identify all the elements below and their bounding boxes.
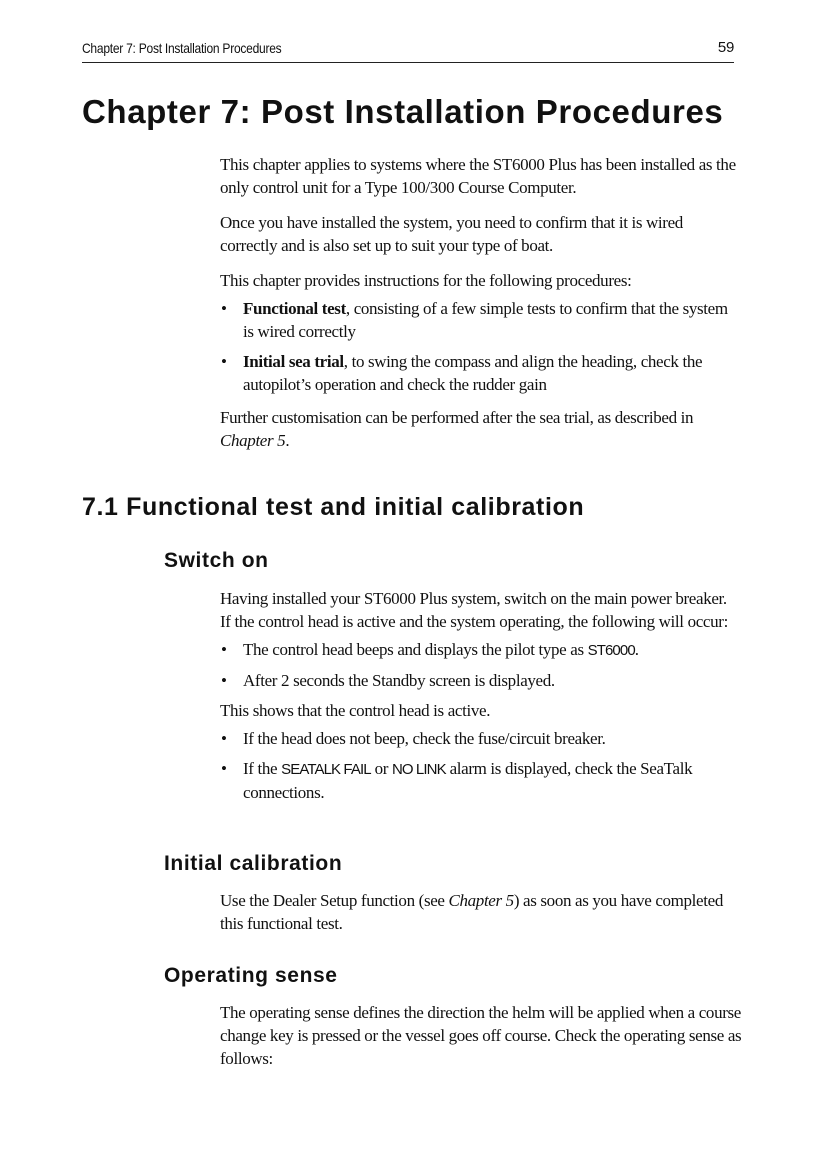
initial-calibration-paragraph <box>220 889 740 935</box>
chapter-5-reference: Chapter 5 <box>220 431 286 450</box>
list-item-text: , to swing the compass and align the heading, check the autopilot’s operation and check the rudder gain <box>243 352 703 394</box>
operating-sense-paragraph: The operating sense defines the direction the helm will be applied when a course change key is pressed or the vessel goes off course. Check the operating sense as follows: <box>220 1003 742 1068</box>
switch-on-paragraph-2: This shows that the control head is active. <box>220 701 491 720</box>
paragraph-end: . <box>285 431 290 450</box>
list-item <box>220 669 740 692</box>
list-item-end: . <box>634 640 639 659</box>
list-item <box>220 638 740 662</box>
intro-paragraph-3: This chapter provides instructions for the following procedures: <box>220 271 632 290</box>
list-item <box>220 727 740 750</box>
bullet-glyph: • <box>221 640 227 659</box>
chapter-5-reference: Chapter 5 <box>448 891 514 910</box>
section-title: 7.1 Functional test and initial calibration <box>82 493 585 521</box>
initial-calibration-body <box>220 889 740 947</box>
seatalk-fail-alarm: SEATALK FAIL <box>281 761 371 778</box>
intro-paragraph-1: This chapter applies to systems where the ST6000 Plus has been installed as the only control unit for a Type 100/300 Course Computer. <box>220 155 736 197</box>
list-item <box>220 757 740 804</box>
switch-on-body <box>220 587 740 814</box>
intro-paragraph-4 <box>220 406 740 452</box>
procedure-list <box>220 297 740 396</box>
troubleshooting-list <box>220 727 740 804</box>
list-item-text: The control head beeps and displays the pilot type as <box>243 640 588 659</box>
list-item-text: or <box>370 759 392 778</box>
subsection-switch-on: Switch on <box>164 549 269 572</box>
subsection-initial-calibration: Initial calibration <box>164 852 343 875</box>
switch-on-paragraph-1: Having installed your ST6000 Plus system, switch on the main power breaker. If the control head is active and the system operating, the following will occur: <box>220 589 728 631</box>
running-title: Chapter 7: Post Installation Procedures <box>82 40 282 56</box>
operating-sense-body <box>220 1001 744 1082</box>
pilot-type-display: ST6000 <box>587 642 635 659</box>
chapter-intro <box>220 153 740 464</box>
paragraph-text: ) as soon as you have completed this functional test. <box>220 891 723 933</box>
list-item-text: If the <box>243 759 282 778</box>
term-initial-sea-trial: Initial sea trial <box>243 352 344 371</box>
list-item-text: alarm is displayed, check the SeaTalk connections. <box>243 759 693 802</box>
bullet-glyph: • <box>221 299 227 318</box>
bullet-glyph: • <box>221 352 227 371</box>
page-number: 59 <box>717 39 734 56</box>
subsection-operating-sense: Operating sense <box>164 964 338 987</box>
intro-paragraph-2: Once you have installed the system, you need to confirm that it is wired correctly and is also set up to suit your type of boat. <box>220 213 683 255</box>
list-item-text: After 2 seconds the Standby screen is displayed. <box>243 671 555 690</box>
bullet-glyph: • <box>221 759 227 778</box>
term-functional-test: Functional test <box>243 299 346 318</box>
paragraph-text: Use the Dealer Setup function (see <box>220 891 449 910</box>
bullet-glyph: • <box>221 729 227 748</box>
list-item-text: If the head does not beep, check the fuse/circuit breaker. <box>243 729 606 748</box>
running-header <box>82 38 734 63</box>
chapter-title: Chapter 7: Post Installation Procedures <box>82 93 724 130</box>
startup-list <box>220 638 740 692</box>
no-link-alarm: NO LINK <box>391 761 446 778</box>
bullet-glyph: • <box>221 671 227 690</box>
list-item <box>220 297 740 343</box>
paragraph-text: Further customisation can be performed after the sea trial, as described in <box>220 408 694 427</box>
list-item <box>220 350 740 396</box>
list-item-text: , consisting of a few simple tests to confirm that the system is wired correctly <box>243 299 728 341</box>
